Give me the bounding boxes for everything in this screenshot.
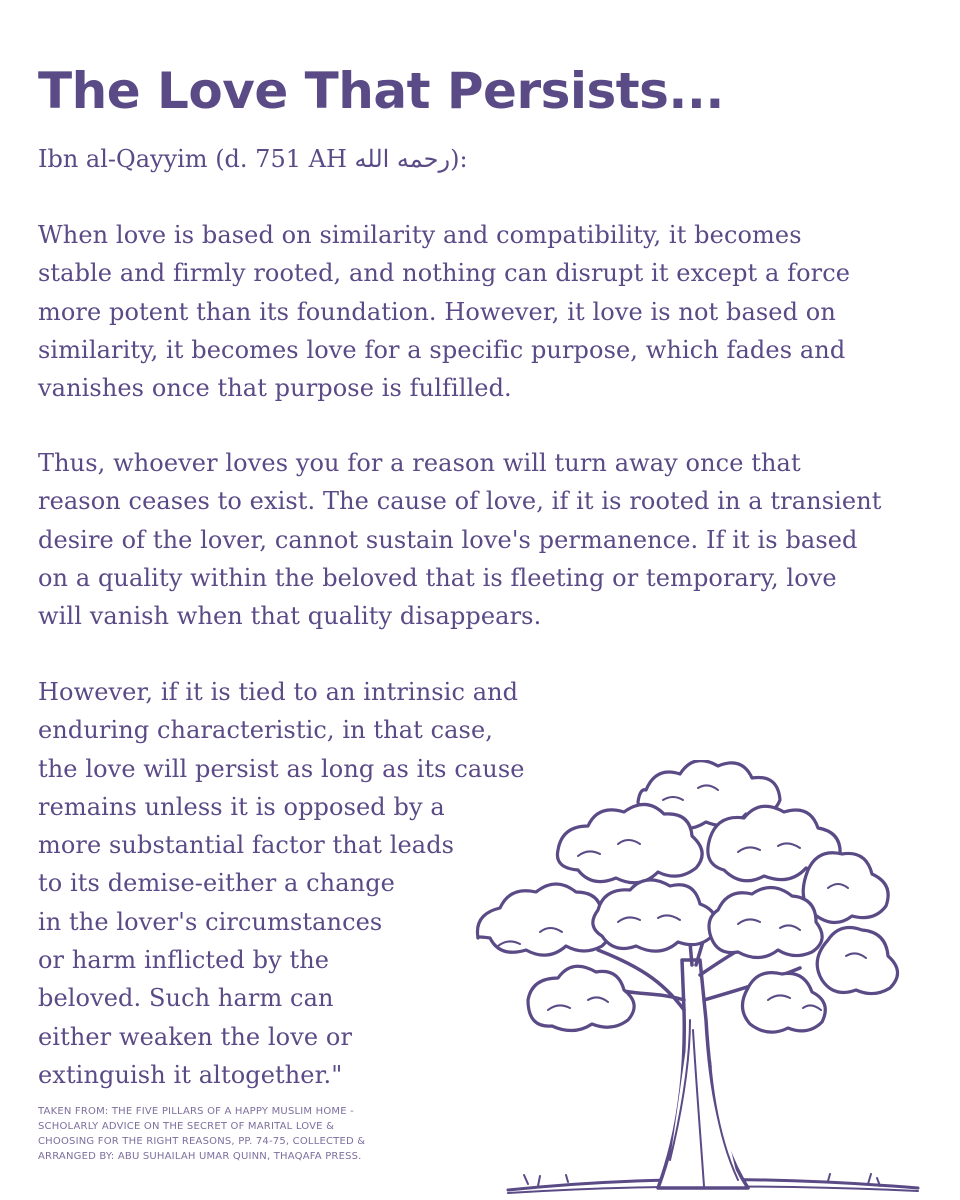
text-line: or harm inflicted by the xyxy=(38,946,330,975)
text-line: desire of the lover, cannot sustain love's permanence. If it is based xyxy=(38,525,858,554)
text-line: will vanish when that quality disappears. xyxy=(38,602,542,631)
text-line: more potent than its foundation. However, it love is not based on xyxy=(38,297,836,326)
text-line: reason ceases to exist. The cause of love, if it is rooted in a transient xyxy=(38,487,882,516)
text-line: either weaken the love or xyxy=(38,1022,353,1051)
text-line: Thus, whoever loves you for a reason will turn away once that xyxy=(38,449,801,477)
text-line: to its demise-either a change xyxy=(38,869,395,898)
text-line: stable and firmly rooted, and nothing can disrupt it except a force xyxy=(38,259,851,288)
text-line: similarity, it becomes love for a specific purpose, which fades and xyxy=(38,335,846,364)
quote-attribution: Ibn al-Qayyim (d. 751 AH رحمه الله): xyxy=(38,145,468,173)
text-line: on a quality within the beloved that is fleeting or temporary, love xyxy=(38,563,837,592)
text-line: When love is based on similarity and compatibility, it becomes xyxy=(38,221,802,249)
citation-line: ARRANGED BY: ABU SUHAILAH UMAR QUINN, THAQAFA PRESS. xyxy=(38,1151,362,1162)
citation-line: CHOOSING FOR THE RIGHT REASONS, PP. 74-75, COLLECTED & xyxy=(38,1136,366,1147)
quote-paragraph-1 xyxy=(38,216,850,407)
tree-icon xyxy=(448,760,948,1200)
tree-trunk xyxy=(598,918,800,1188)
citation-line: SCHOLARLY ADVICE ON THE SECRET OF MARITAL LOVE & xyxy=(38,1121,335,1132)
text-line: However, if it is tied to an intrinsic and xyxy=(38,678,519,706)
text-line: beloved. Such harm can xyxy=(38,984,334,1013)
text-line: extinguish it altogether." xyxy=(38,1060,343,1089)
text-line: in the lover's circumstances xyxy=(38,907,383,936)
quote-paragraph-2 xyxy=(38,444,882,635)
citation-line: TAKEN FROM: THE FIVE PILLARS OF A HAPPY MUSLIM HOME - xyxy=(38,1106,354,1117)
text-line: more substantial factor that leads xyxy=(38,831,455,860)
page-title: The Love That Persists... xyxy=(38,62,724,120)
source-citation xyxy=(38,1104,365,1164)
text-line: enduring characteristic, in that case, xyxy=(38,716,493,745)
text-line: the love will persist as long as its cause xyxy=(38,754,525,783)
text-line: remains unless it is opposed by a xyxy=(38,792,445,821)
text-line: vanishes once that purpose is fulfilled. xyxy=(38,374,512,403)
